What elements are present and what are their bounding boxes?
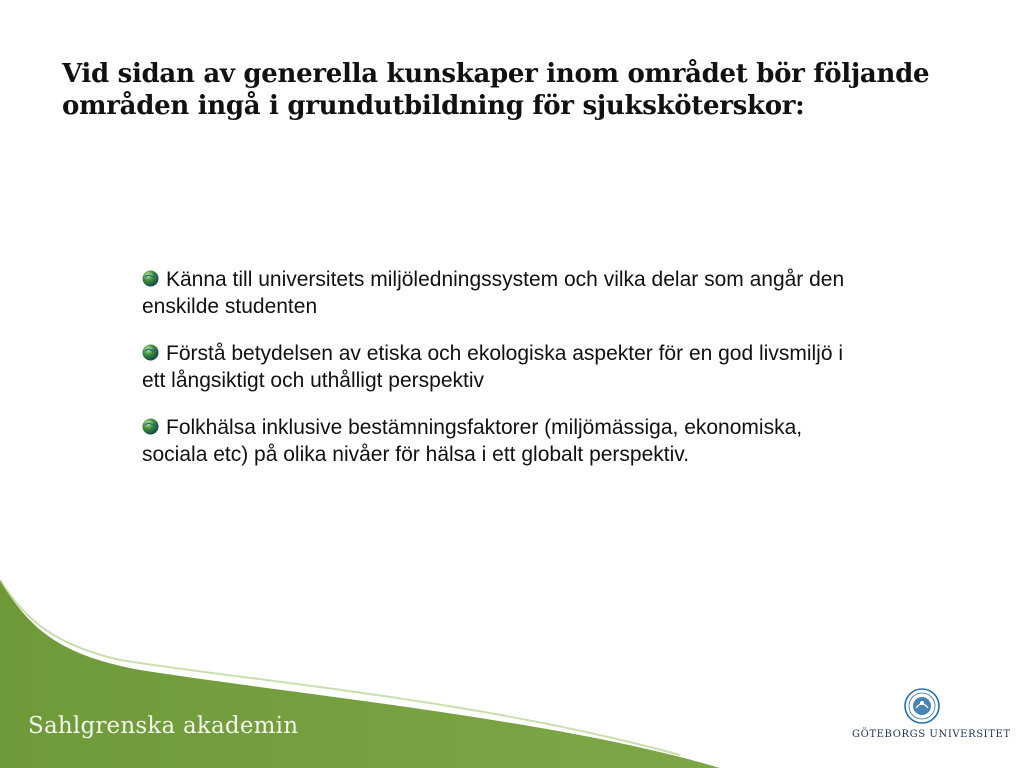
bullet-list <box>142 266 862 488</box>
university-seal-icon <box>904 688 940 724</box>
green-globe-bullet-icon <box>142 270 159 287</box>
bullet-text: Folkhälsa inklusive bestämningsfaktorer (miljömässiga, ekonomiska, sociala etc) på olika nivåer för hälsa i ett globalt perspektiv. <box>142 416 803 466</box>
bullet-text: Känna till universitets miljöledningssystem och vilka delar som angår den enskilde studenten <box>142 268 845 318</box>
green-globe-bullet-icon <box>142 418 159 435</box>
faculty-name: Sahlgrenska akademin <box>28 713 299 739</box>
bullet-text: Förstå betydelsen av etiska och ekologiska aspekter för en god livsmiljö i ett långsiktigt och uthålligt perspektiv <box>142 342 844 392</box>
slide-title: Vid sidan av generella kunskaper inom området bör följande områden ingå i grundutbildning för sjuksköterskor: <box>62 59 930 121</box>
university-name: GÖTEBORGS UNIVERSITET <box>852 729 1011 740</box>
bullet-item <box>142 266 862 320</box>
green-globe-bullet-icon <box>142 344 159 361</box>
bullet-item <box>142 340 862 394</box>
bullet-item <box>142 414 862 468</box>
